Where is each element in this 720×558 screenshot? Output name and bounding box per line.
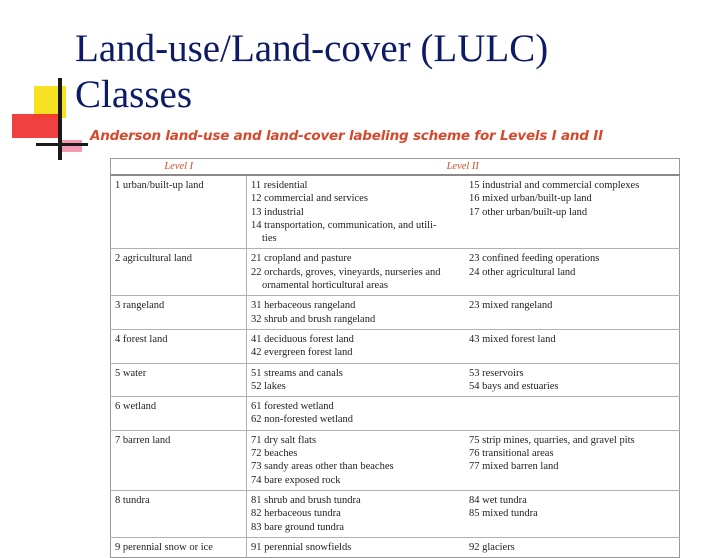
level-2-class: 23 mixed rangeland bbox=[469, 300, 553, 312]
level-2-class: 85 mixed tundra bbox=[469, 508, 538, 520]
level-2-cell-right bbox=[465, 249, 680, 296]
level-2-cell-left bbox=[247, 175, 466, 249]
level-2-class: 51 streams and canals bbox=[251, 367, 343, 379]
decor-red-bar bbox=[12, 114, 58, 138]
level-2-cell-right bbox=[465, 329, 680, 363]
level-2-class: 76 transitional areas bbox=[469, 448, 554, 460]
level-2-cell-right bbox=[465, 363, 680, 397]
table-row bbox=[111, 296, 680, 330]
level-2-cell-left bbox=[247, 430, 466, 490]
level-2-class: 32 shrub and brush rangeland bbox=[251, 313, 376, 325]
level-2-class: 15 industrial and commercial complexes bbox=[469, 180, 640, 191]
level-2-class: 82 herbaceous tundra bbox=[251, 508, 341, 520]
table-row bbox=[111, 249, 680, 296]
table-row bbox=[111, 363, 680, 397]
level-2-class: 43 mixed forest land bbox=[469, 333, 556, 345]
level-2-class: 17 other urban/built-up land bbox=[469, 206, 588, 218]
level-2-cell-left bbox=[247, 249, 466, 296]
level-2-cell-left bbox=[247, 537, 466, 557]
header-level-2: Level II bbox=[247, 159, 680, 176]
table-row bbox=[111, 537, 680, 557]
table-body bbox=[111, 175, 680, 558]
level-1-cell: 8 tundra bbox=[111, 490, 247, 537]
level-2-class: 84 wet tundra bbox=[469, 494, 527, 506]
level-2-class: ties bbox=[262, 233, 277, 245]
header-level-1: Level I bbox=[111, 159, 247, 176]
level-2-class: 16 mixed urban/built-up land bbox=[469, 193, 592, 205]
level-2-class: ornamental horticultural areas bbox=[262, 280, 388, 292]
level-2-class: 22 orchards, groves, vineyards, nurseries and bbox=[251, 266, 441, 278]
level-2-cell-left bbox=[247, 490, 466, 537]
level-1-cell: 2 agricultural land bbox=[111, 249, 247, 296]
level-2-class: 11 residential bbox=[251, 180, 308, 191]
level-2-class: 53 reservoirs bbox=[469, 367, 524, 379]
level-2-class: 54 bays and estuaries bbox=[469, 380, 559, 392]
level-2-cell-right bbox=[465, 296, 680, 330]
lulc-classification-table bbox=[110, 158, 680, 558]
table-row bbox=[111, 329, 680, 363]
level-2-class: 61 forested wetland bbox=[251, 401, 334, 413]
level-2-class: 92 glaciers bbox=[469, 541, 515, 553]
level-2-cell-right bbox=[465, 397, 680, 431]
level-2-cell-right bbox=[465, 430, 680, 490]
level-2-class: 14 transportation, communication, and utili- bbox=[251, 219, 437, 231]
level-2-class: 62 non-forested wetland bbox=[251, 414, 354, 426]
table-caption: Anderson land-use and land-cover labeling scheme for Levels I and II bbox=[90, 128, 603, 144]
level-2-cell-left bbox=[247, 329, 466, 363]
level-2-class: 74 bare exposed rock bbox=[251, 474, 341, 486]
level-1-cell: 3 rangeland bbox=[111, 296, 247, 330]
level-2-cell-left bbox=[247, 296, 466, 330]
table-row bbox=[111, 175, 680, 249]
table-header-row bbox=[111, 159, 680, 176]
level-2-class: 52 lakes bbox=[251, 380, 286, 392]
level-2-class: 77 mixed barren land bbox=[469, 461, 559, 473]
level-1-cell: 6 wetland bbox=[111, 397, 247, 431]
slide-title-line-1: Land-use/Land-cover (LULC) bbox=[75, 27, 549, 70]
level-2-class: 42 evergreen forest land bbox=[251, 347, 353, 359]
slide-title-line-2: Classes bbox=[75, 73, 192, 116]
level-2-class: 83 bare ground tundra bbox=[251, 521, 345, 533]
table-row bbox=[111, 397, 680, 431]
level-2-class: 81 shrub and brush tundra bbox=[251, 494, 361, 506]
table-row bbox=[111, 430, 680, 490]
level-2-class: 73 sandy areas other than beaches bbox=[251, 461, 394, 473]
level-2-class: 71 dry salt flats bbox=[251, 434, 317, 446]
level-2-class: 41 deciduous forest land bbox=[251, 333, 354, 345]
level-1-cell: 5 water bbox=[111, 363, 247, 397]
level-2-class: 21 cropland and pasture bbox=[251, 253, 352, 265]
level-2-cell-right bbox=[465, 537, 680, 557]
decor-pink-bar bbox=[60, 140, 82, 152]
level-2-cell-right bbox=[465, 175, 680, 249]
level-1-cell: 1 urban/built-up land bbox=[111, 175, 247, 249]
level-2-cell-left bbox=[247, 363, 466, 397]
level-2-cell-right bbox=[465, 490, 680, 537]
level-2-class: 13 industrial bbox=[251, 206, 304, 218]
level-2-class: 72 beaches bbox=[251, 448, 298, 460]
level-1-cell: 4 forest land bbox=[111, 329, 247, 363]
level-1-cell: 9 perennial snow or ice bbox=[111, 537, 247, 557]
table-row bbox=[111, 490, 680, 537]
decor-vertical-line bbox=[58, 78, 62, 160]
level-2-cell-left bbox=[247, 397, 466, 431]
slide-title bbox=[75, 26, 548, 118]
level-2-class: 24 other agricultural land bbox=[469, 266, 576, 278]
level-2-class: 75 strip mines, quarries, and gravel pits bbox=[469, 434, 635, 446]
level-1-cell: 7 barren land bbox=[111, 430, 247, 490]
decor-horizontal-line bbox=[36, 143, 88, 146]
level-2-class: 91 perennial snowfields bbox=[251, 541, 352, 553]
level-2-class: 23 confined feeding operations bbox=[469, 253, 600, 265]
level-2-class: 12 commercial and services bbox=[251, 193, 368, 205]
level-2-class: 31 herbaceous rangeland bbox=[251, 300, 356, 312]
